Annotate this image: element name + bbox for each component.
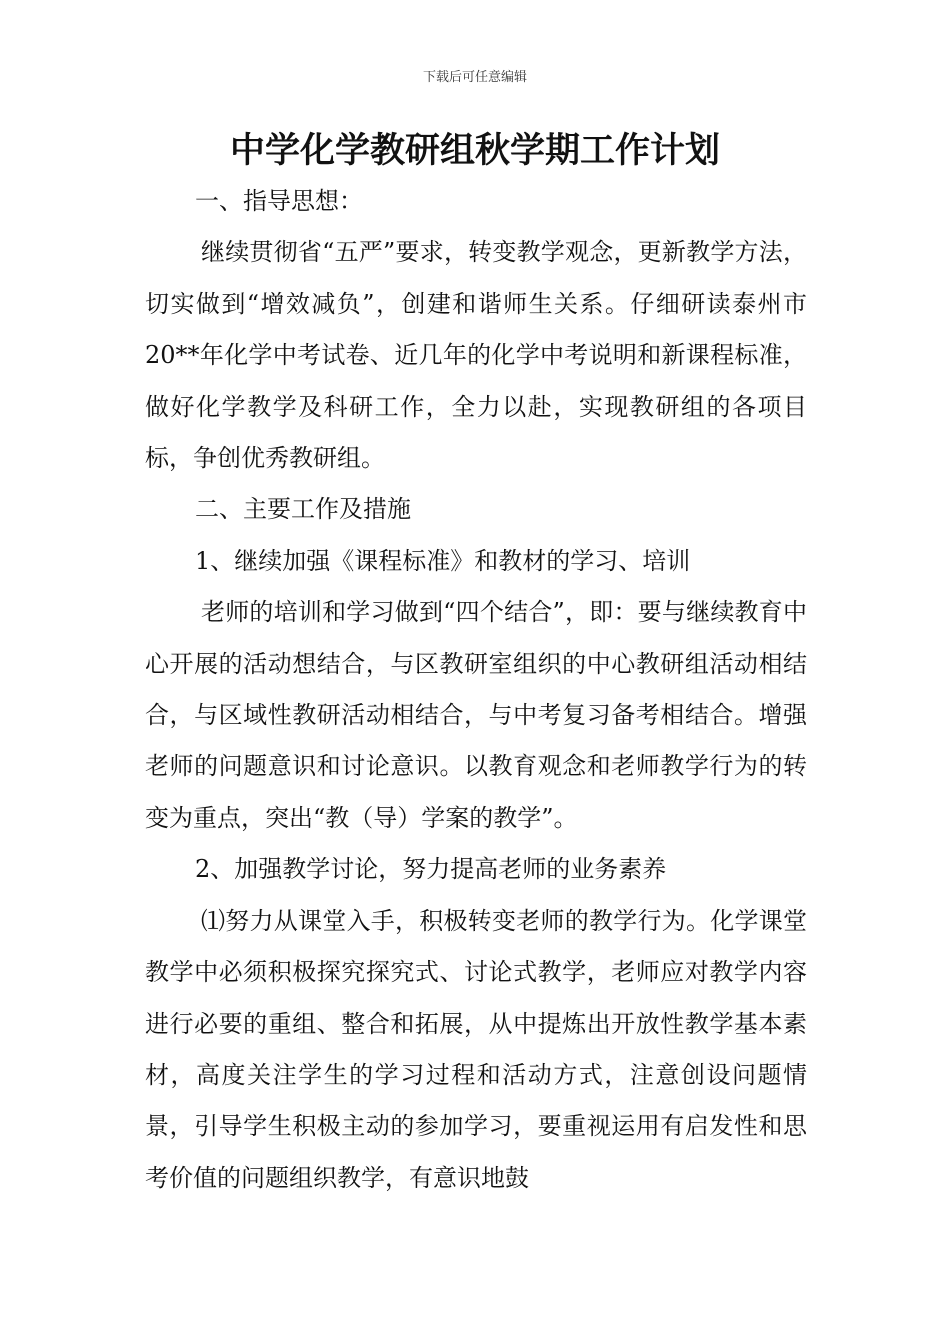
document-body <box>145 176 807 1204</box>
subsection-heading-2: 2、加强教学讨论，努力提高老师的业务素养 <box>195 855 667 884</box>
subsection-heading-1: 1、继续加强《课程标准》和教材的学习、培训 <box>195 546 691 575</box>
document-title: 中学化学教研组秋学期工作计划 <box>229 130 720 171</box>
page-header-note: 下载后可任意编辑 <box>422 70 527 85</box>
body-paragraph: 继续贯彻省“五严”要求，转变教学观念，更新教学方法，切实做到“增效减负”，创建和谐师生关系。仔细研读泰州市20**年化学中考试卷、近几年的化学中考说明和新课程标准，做好化学教学及科研工作，全力以赴，实现教研组的各项目标，争创优秀教研组。 <box>145 238 807 473</box>
body-paragraph: ⑴努力从课堂入手，积极转变老师的教学行为。化学课堂教学中必须积极探究探究式、讨论式教学，老师应对教学内容进行必要的重组、整合和拓展，从中提炼出开放性教学基本素材，高度关注学生的学习过程和活动方式，注意创设问题情景，引导学生积极主动的参加学习，要重视运用有启发性和思考价值的问题组织教学，有意识地鼓 <box>145 906 807 1192</box>
section-heading-main-work: 二、主要工作及措施 <box>195 495 411 524</box>
section-heading-guiding-thought: 一、指导思想： <box>195 187 363 215</box>
body-paragraph: 老师的培训和学习做到“四个结合”，即：要与继续教育中心开展的活动想结合，与区教研室组织的中心教研组活动相结合，与区域性教研活动相结合，与中考复习备考相结合。增强老师的问题意识和讨论意识。以教育观念和老师教学行为的转变为重点，突出“教（导）学案的教学”。 <box>145 598 807 832</box>
